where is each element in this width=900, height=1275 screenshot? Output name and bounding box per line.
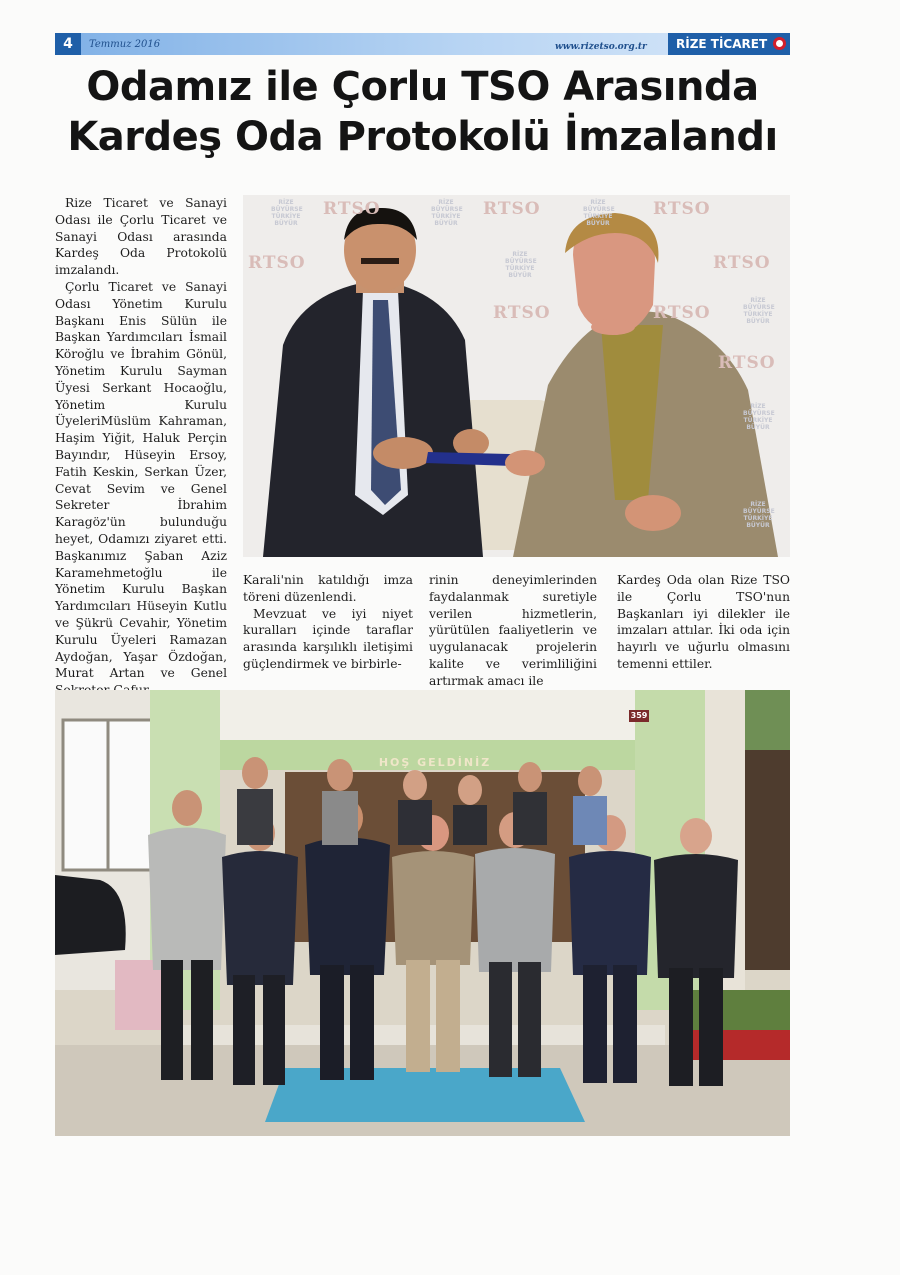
article-column-3 <box>429 572 597 690</box>
backdrop-logo: RTSO <box>718 353 776 373</box>
backdrop-logo: RTSO <box>248 253 306 273</box>
article-column-1 <box>55 195 227 699</box>
article-column-2 <box>243 572 413 673</box>
backdrop-slogan: RİZE BÜYÜRSE TÜRKİYE BÜYÜR <box>505 251 537 279</box>
backdrop-slogan: RİZE BÜYÜRSE TÜRKİYE BÜYÜR <box>583 199 615 227</box>
brand-emblem-icon <box>773 37 786 50</box>
backdrop-logo: RTSO <box>483 199 541 219</box>
headline-line-2: Kardeş Oda Protokolü İmzalandı <box>67 114 778 160</box>
paragraph: rinin deneyimlerinden faydalanmak suretiyle verilen hizmetlerin, yürütülen faaliyetlerin ve uygulanacak projelerin kalite ve verimliliğini artırmak amacı ile <box>429 573 597 688</box>
backdrop-slogan: RİZE BÜYÜRSE TÜRKİYE BÜYÜR <box>271 199 303 227</box>
backdrop-slogan: RİZE BÜYÜRSE TÜRKİYE BÜYÜR <box>743 403 775 431</box>
brand-logo <box>668 33 790 55</box>
person <box>650 818 742 1093</box>
paragraph: Mevzuat ve iyi niyet kuralları içinde taraflar arasında karşılıklı iletişimi güçlendirmek ve birbirle- <box>243 606 413 671</box>
issue-date: Temmuz 2016 <box>89 39 161 50</box>
person <box>565 815 655 1090</box>
person <box>388 815 478 1080</box>
person <box>471 812 559 1084</box>
page-number: 4 <box>55 33 81 55</box>
page-header <box>55 33 790 55</box>
paragraph: Rize Ticaret ve Sanayi Odası ile Çorlu Ticaret ve Sanayi Odası arasında Kardeş Oda Protokolü imzalandı. <box>55 196 227 278</box>
backdrop-slogan: RİZE BÜYÜRSE TÜRKİYE BÜYÜR <box>431 199 463 227</box>
door-number: 359 <box>630 711 648 720</box>
headline-line-1: Odamız ile Çorlu TSO Arasında <box>86 64 759 110</box>
article-headline <box>55 62 790 162</box>
group-photo <box>55 690 790 1136</box>
article-column-4 <box>617 572 790 673</box>
backdrop-slogan: RİZE BÜYÜRSE TÜRKİYE BÜYÜR <box>743 501 775 529</box>
backdrop-logo: RTSO <box>323 199 381 219</box>
backdrop-slogan: RİZE BÜYÜRSE TÜRKİYE BÜYÜR <box>743 297 775 325</box>
backdrop-logo: RTSO <box>653 303 711 323</box>
welcome-sign: HOŞ GELDİNİZ <box>378 756 492 769</box>
backdrop-logo: RTSO <box>653 199 711 219</box>
paragraph: Karali'nin katıldığı imza töreni düzenlendi. <box>243 573 413 604</box>
brand-name: RİZE TİCARET <box>676 37 768 51</box>
paragraph: Çorlu Ticaret ve Sanayi Odası Yönetim Kurulu Başkanı Enis Sülün ile Başkan Yardımcıları İsmail Köroğlu ve İbrahim Gönül, Yönetim Kurulu Sayman Üyesi Serkant Hocaoğlu, Yönetim Kurulu ÜyeleriMüslüm Kahraman, Haşim Yiğit, Haluk Perçin Bayındır, Hüseyin Ersoy, Fatih Keskin, Serkan Üzer, Cevat Sevim ve Genel Sekreter İbrahim Karagöz'ün bulunduğu heyet, Odamızı ziyaret etti. Başkanımız Şaban Aziz Karamehmetoğlu ile Yönetim Kurulu Başkan Yardımcıları Hüseyin Kutlu ve Şükrü Cevahir, Yönetim Kurulu Üyeleri Ramazan Aydoğan, Yaşar Özdoğan, Murat Artan ve Genel <box>55 279 227 681</box>
backdrop-logo: RTSO <box>493 303 551 323</box>
paragraph: Kardeş Oda olan Rize TSO ile Çorlu TSO'nun Başkanları iyi dilekler ile imzaları attılar. İki oda için hayırlı ve uğurlu olmasını temenni ettiler. <box>617 573 790 671</box>
person <box>217 815 303 1090</box>
backdrop-logo: RTSO <box>713 253 771 273</box>
website-link[interactable]: www.rizetso.org.tr <box>555 42 647 52</box>
signing-ceremony-photo <box>243 195 790 557</box>
